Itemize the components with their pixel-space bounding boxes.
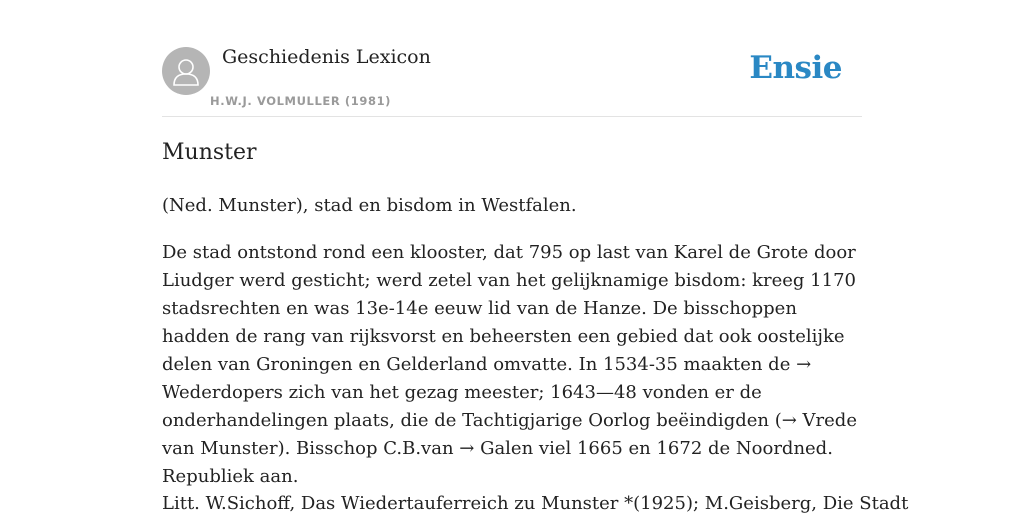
article-container [162,0,909,514]
link-galen[interactable]: → Galen [459,438,534,459]
body-text: viel 1665 en 1672 de Noordned. Republiek aan. [162,438,833,487]
source-title[interactable]: Geschiedenis Lexicon [222,46,431,68]
body-text: zich van het gezag meester; 1643—48 vonden er de onderhandelingen plaats, die de Tachtigjarige Oorlog beëindigden ( [162,382,782,431]
body-text: ). Bisschop C.B.van [277,438,460,459]
body-text: De stad ontstond rond een klooster, dat 795 op last van Karel de Grote door Liudger werd gesticht; werd zetel van het gelijknamige bisdom: kreeg 1170 stadsrechten en was 13e-14e eeuw lid van de Hanze. De bisschoppen hadden de rang van rijksvorst en beheersten een gebied dat ook oostelijke delen van Groningen en Gelderland omvatte. In 1534-35 maakten de [162,242,856,375]
user-avatar-icon[interactable] [162,47,210,95]
entry-body [162,239,862,491]
literature-references: Litt. W.Sichoff, Das Wiedertauferreich zu Munster *(1925); M.Geisberg, Die Stadt [162,493,909,514]
author-label: H.W.J. VOLMULLER (1981) [210,94,392,108]
link-vrede-van-munster[interactable]: → Vrede van Munster [162,410,857,459]
source-header [162,0,862,117]
entry-title: Munster [162,140,257,165]
ensie-logo[interactable]: Ensie [749,50,842,86]
link-wederdopers[interactable]: → Wederdopers [162,354,812,403]
entry-definition: (Ned. Munster), stad en bisdom in Westfalen. [162,195,577,216]
